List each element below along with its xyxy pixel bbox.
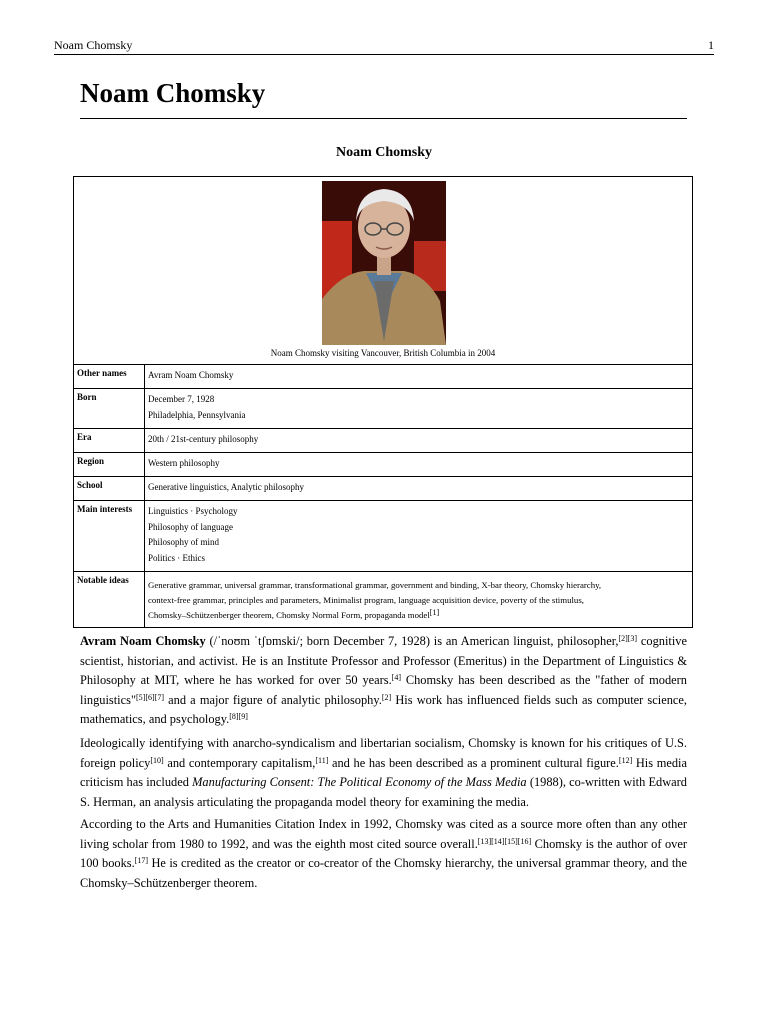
school-label: School — [74, 477, 145, 500]
footnote-ref[interactable]: [11] — [315, 755, 329, 765]
footnote-ref[interactable]: [10] — [150, 755, 164, 765]
born-place: Philadelphia, Pennsylvania — [148, 409, 246, 420]
other-names-value: Avram Noam Chomsky — [148, 370, 234, 380]
infobox — [73, 176, 693, 628]
footnote-ref[interactable]: [1] — [429, 608, 440, 617]
footnote-ref[interactable]: [5][6][7] — [136, 692, 164, 702]
paragraph-text: His media criticism has included — [80, 755, 687, 789]
footnote-ref[interactable]: [17] — [134, 856, 149, 865]
paragraph-text: According to the Arts and Humanities Citation Index in 1992, Chomsky was cited as a source more often than any other living scholar from 1980 to 1992, and was the eighth most cited source overall. — [80, 817, 687, 851]
paragraph-text: cognitive scientist, historian, and activist. He is an Institute Professor and Professor (Emeritus) in the Department of Linguistics & Philosophy at MIT, where he has worked for over 50 years. — [80, 634, 687, 687]
paragraph-text: Chomsky has been described as the "father of modern linguistics" — [80, 673, 687, 707]
paragraph-text: He is credited as the creator or co-creator of the Chomsky hierarchy, the universal grammar theory, and the Chomsky–Schützenberger theorem. — [80, 856, 687, 890]
running-title: Noam Chomsky — [54, 38, 133, 52]
other-names-label: Other names — [74, 365, 145, 388]
interest-item: Linguistics · Psychology — [148, 506, 238, 516]
photo-caption: Noam Chomsky visiting Vancouver, British Columbia in 2004 — [270, 348, 496, 358]
paragraph-text: (/ˈnoʊm ˈtʃɒmski/; born December 7, 1928) is an American linguist, philosopher, — [205, 634, 619, 648]
interest-item: Philosophy of language — [148, 521, 233, 532]
infobox-row-school — [74, 477, 692, 501]
ideology-paragraph — [80, 734, 687, 812]
interest-item: Politics · Ethics — [148, 552, 205, 563]
region-label: Region — [74, 453, 145, 476]
paragraph-text: Chomsky is the author of over 100 books. — [80, 836, 687, 870]
footnote-ref[interactable]: [8][9] — [229, 712, 248, 721]
footnote-ref[interactable]: [13][14][15][16] — [477, 836, 532, 846]
portrait-photo — [322, 181, 446, 345]
infobox-row-other-names — [74, 365, 692, 389]
interests-value — [145, 501, 692, 571]
ideas-line-text: Chomsky–Schützenberger theorem, Chomsky Normal Form, propaganda model — [148, 610, 430, 620]
paragraph-text: Ideologically identifying with anarcho-syndicalism and libertarian socialism, Chomsky is known for his critiques of U.S. foreign policy — [80, 736, 687, 770]
paragraph-text: and he has been described as a prominent cultural figure. — [328, 755, 619, 770]
intro-paragraph — [80, 632, 687, 730]
footnote-ref[interactable]: [2][3] — [618, 634, 638, 643]
subject-name: Avram Noam Chomsky — [80, 634, 206, 648]
ideas-line — [148, 608, 692, 623]
born-label: Born — [74, 389, 145, 428]
infobox-row-ideas — [74, 572, 692, 627]
paragraph-text: His work has influenced fields such as computer science, mathematics, and psychology. — [80, 692, 687, 726]
ideas-line: Generative grammar, universal grammar, transformational grammar, government and binding, X-bar theory, Chomsky hierarchy, — [148, 580, 602, 590]
footnote-ref[interactable]: [4] — [391, 673, 402, 682]
interests-label: Main interests — [74, 501, 145, 571]
ideas-line: context-free grammar, principles and parameters, Minimalist program, language acquisition device, poverty of the stimulus, — [148, 595, 584, 605]
title-divider — [80, 118, 687, 119]
era-label: Era — [74, 429, 145, 452]
citation-paragraph — [80, 815, 687, 893]
paragraph-text: (1988), co-written with Edward S. Herman, an analysis articulating the propaganda model theory for examining the media. — [80, 775, 687, 809]
born-value — [145, 389, 692, 428]
paragraph-text: and a major figure of analytic philosophy. — [163, 692, 382, 707]
footnote-ref[interactable]: [2] — [381, 692, 392, 702]
infobox-row-era — [74, 429, 692, 453]
infobox-row-born — [74, 389, 692, 429]
infobox-row-interests — [74, 501, 692, 572]
interest-item: Philosophy of mind — [148, 537, 220, 547]
ideas-value — [145, 572, 692, 627]
page-title: Noam Chomsky — [80, 78, 266, 108]
page-number: 1 — [708, 38, 714, 52]
ideas-label: Notable ideas — [74, 572, 145, 627]
infobox-heading: Noam Chomsky — [335, 145, 433, 160]
region-value: Western philosophy — [148, 458, 220, 468]
paragraph-text: and contemporary capitalism, — [163, 755, 316, 770]
book-title: Manufacturing Consent: The Political Economy of the Mass Media — [192, 775, 527, 789]
photo-cell — [74, 177, 692, 365]
infobox-row-region — [74, 453, 692, 477]
born-date: December 7, 1928 — [148, 394, 215, 404]
footnote-ref[interactable]: [12] — [618, 755, 633, 765]
running-header — [54, 37, 714, 55]
school-value: Generative linguistics, Analytic philosophy — [148, 482, 304, 492]
era-value: 20th / 21st-century philosophy — [148, 434, 259, 444]
